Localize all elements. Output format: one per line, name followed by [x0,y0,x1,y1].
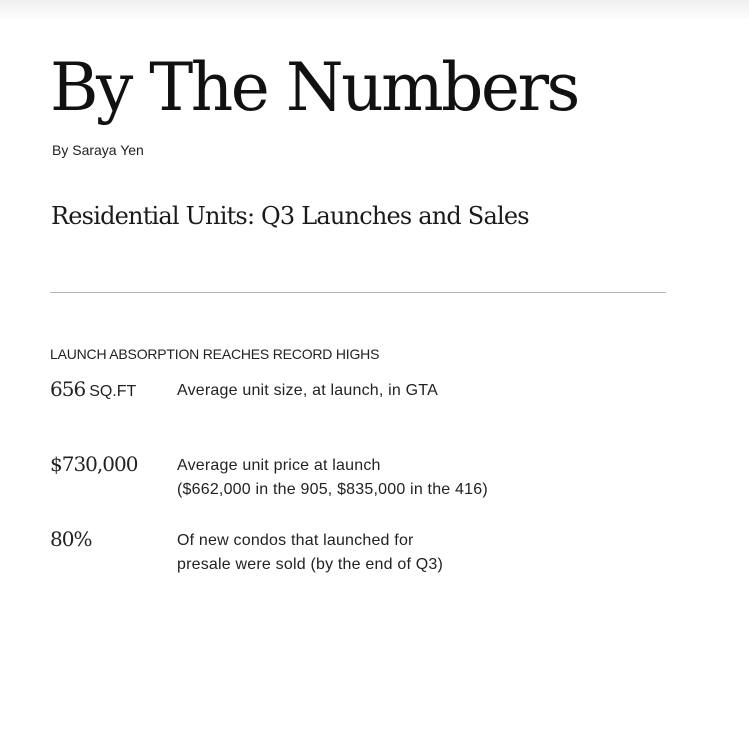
stat-number: 656 [50,377,86,401]
stat-description [177,379,438,403]
stat-description-line: Average unit size, at launch, in GTA [177,382,438,399]
stat-description [177,529,443,577]
divider [50,292,666,293]
stat-description-line: Of new condos that launched for [177,532,414,549]
stat-description-line: ($662,000 in the 905, $835,000 in the 416) [177,481,488,498]
stat-value [50,452,137,476]
stat-number: 80% [50,527,92,551]
top-shade [0,0,749,20]
stat-value [50,377,136,401]
article-subtitle: Residential Units: Q3 Launches and Sales [51,202,529,230]
section-label: LAUNCH ABSORPTION REACHES RECORD HIGHS [50,346,380,362]
stat-description-line: Average unit price at launch [177,457,381,474]
stat-value [50,527,91,551]
stat-description-line: presale were sold (by the end of Q3) [177,556,444,573]
byline: By Saraya Yen [52,142,144,158]
page-title: By The Numbers [50,49,578,126]
stat-unit: SQ.FT [89,383,137,400]
stat-number: $730,000 [50,452,138,476]
stat-description [177,454,488,502]
